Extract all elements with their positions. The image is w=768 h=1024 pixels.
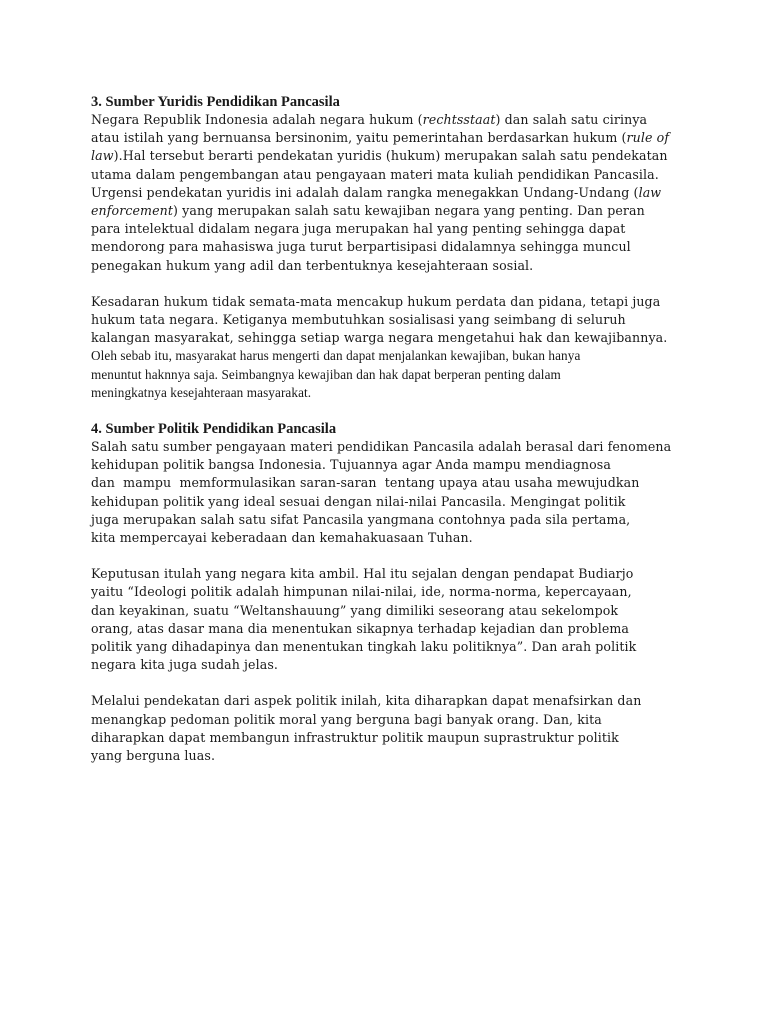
text-line: Negara Republik Indonesia adalah negara hukum (rechtsstaat) dan salah satu cirinya [91,112,648,127]
text-line: para intelektual didalam negara juga merupakan hal yang penting sehingga dapat [91,221,626,237]
text-line: Oleh sebab itu, masyarakat harus mengerti dan dapat menjalankan kewajiban, bukan hanya [91,348,581,364]
section-4-paragraph-1 [91,438,691,547]
text-line: meningkatnya kesejahteraan masyarakat. [91,384,312,400]
text-line: dan keyakinan, suatu “Weltanshauung” yang dimiliki seseorang atau sekelompok [91,602,619,618]
text-line: dan mampu memformulasikan saran-saran tentang upaya atau usaha mewujudkan [91,475,640,491]
text-line: utama dalam pengembangan atau pengayaan materi mata kuliah pendidikan Pancasila. [91,166,659,182]
text-line: orang, atas dasar mana dia menentukan sikapnya terhadap kejadian dan problema [91,620,630,636]
text-line: Salah satu sumber pengayaan materi pendidikan Pancasila adalah berasal dari fenomena [91,439,672,455]
text-line: Urgensi pendekatan yuridis ini adalah dalam rangka menegakkan Undang-Undang (law [91,184,662,200]
text-line: kehidupan politik yang ideal sesuai dengan nilai-nilai Pancasila. Mengingat politik [91,493,626,509]
text-line: hukum tata negara. Ketiganya membutuhkan sosialisasi yang seimbang di seluruh [91,312,626,328]
text-line: negara kita juga sudah jelas. [91,657,279,673]
section-3-paragraph-2-continued [91,347,691,402]
text-line: menuntut haknnya saja. Seimbangnya kewajiban dan hak dapat berperan penting dalam [91,366,561,382]
text-line: penegakan hukum yang adil dan terbentuknya kesejahteraan sosial. [91,257,534,273]
section-4-paragraph-3 [91,692,691,765]
text-line: atau istilah yang bernuansa bersinonim, yaitu pemerintahan berdasarkan hukum (rule of [91,130,670,146]
text-line: enforcement) yang merupakan salah satu kewajiban negara yang penting. Dan peran [91,203,645,219]
section-3-paragraph-2 [91,293,691,348]
text-line: yaitu “Ideologi politik adalah himpunan nilai-nilai, ide, norma-norma, kepercayaan, [91,584,632,600]
section-3-heading: 3. Sumber Yuridis Pendidikan Pancasila [91,94,340,110]
document-page [91,93,691,765]
section-3-paragraph-1 [91,111,691,275]
section-4-heading: 4. Sumber Politik Pendidikan Pancasila [91,421,337,438]
text-line: kalangan masyarakat, sehingga setiap warga negara mengetahui hak dan kewajibannya. [91,330,668,346]
text-line: Keputusan itulah yang negara kita ambil. Hal itu sejalan dengan pendapat Budiarjo [91,566,634,582]
text-line: kita mempercayai keberadaan dan kemahakuasaan Tuhan. [91,530,473,546]
text-line: kehidupan politik bangsa Indonesia. Tujuannya agar Anda mampu mendiagnosa [91,457,611,473]
text-line: Kesadaran hukum tidak semata-mata mencakup hukum perdata dan pidana, tetapi juga [91,293,661,309]
text-line: mendorong para mahasiswa juga turut berpartisipasi didalamnya sehingga muncul [91,239,631,255]
text-line: politik yang dihadapinya dan menentukan tingkah laku politiknya”. Dan arah politik [91,639,637,655]
text-line: diharapkan dapat membangun infrastruktur politik maupun suprastruktur politik [91,729,619,745]
text-line: law).Hal tersebut berarti pendekatan yuridis (hukum) merupakan salah satu pendekatan [91,148,668,164]
text-line: menangkap pedoman politik moral yang berguna bagi banyak orang. Dan, kita [91,711,602,727]
text-line: juga merupakan salah satu sifat Pancasila yangmana contohnya pada sila pertama, [91,511,631,527]
text-line: Melalui pendekatan dari aspek politik inilah, kita diharapkan dapat menafsirkan dan [91,693,642,709]
section-4-paragraph-2 [91,565,691,674]
text-line: yang berguna luas. [91,748,216,764]
